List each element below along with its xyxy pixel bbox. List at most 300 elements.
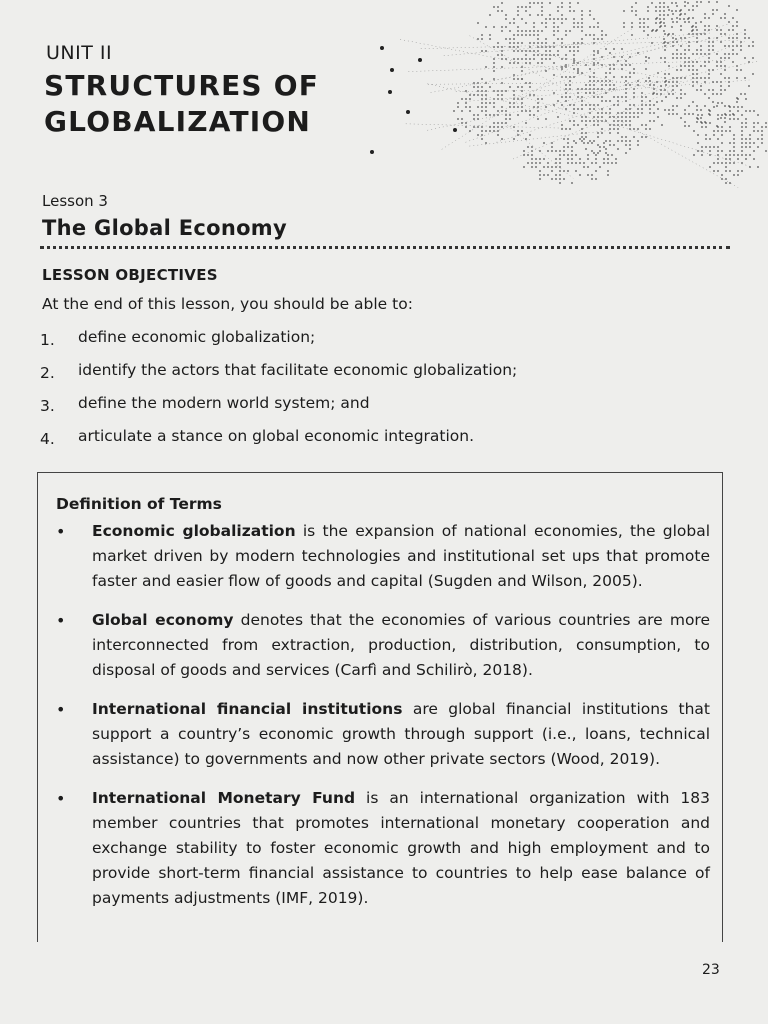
- map-dot: [513, 34, 515, 36]
- map-dot: [549, 18, 551, 20]
- definitions-heading: Definition of Terms: [56, 495, 222, 513]
- map-dot: [565, 18, 567, 20]
- map-dot: [477, 134, 479, 136]
- map-dot: [581, 128, 583, 130]
- map-dot: [529, 86, 531, 88]
- map-dot: [539, 170, 541, 172]
- map-dot: [680, 25, 682, 27]
- map-dot: [701, 126, 703, 128]
- map-dot: [663, 14, 665, 16]
- map-dot: [553, 54, 555, 56]
- map-dot: [517, 34, 519, 36]
- definition-item: [50, 786, 710, 911]
- map-dot: [527, 146, 529, 148]
- map-dot: [529, 46, 531, 48]
- map-dot: [505, 18, 507, 20]
- map-dot: [549, 54, 551, 56]
- map-dot: [597, 62, 599, 64]
- map-dot: [527, 154, 529, 156]
- map-dot: [705, 138, 707, 140]
- map-dot: [757, 146, 759, 148]
- map-dot: [583, 142, 585, 144]
- map-dot: [705, 122, 707, 124]
- map-dot: [601, 132, 603, 134]
- map-dot: [741, 146, 743, 148]
- map-dot: [704, 13, 706, 15]
- map-dot: [525, 110, 527, 112]
- map-dot: [649, 84, 651, 86]
- map-dot: [705, 126, 707, 128]
- map-dot: [589, 92, 591, 94]
- map-dot: [567, 162, 569, 164]
- map-dot: [569, 76, 571, 78]
- map-dot: [485, 142, 487, 144]
- map-dot: [535, 158, 537, 160]
- map-dot: [657, 108, 659, 110]
- map-dot: [513, 78, 515, 80]
- map-dot: [493, 130, 495, 132]
- map-dot: [557, 116, 559, 118]
- map-dot: [481, 90, 483, 92]
- map-dot: [752, 73, 754, 75]
- map-dot: [591, 142, 593, 144]
- map-dot: [653, 84, 655, 86]
- map-dot: [713, 170, 715, 172]
- map-dot: [684, 53, 686, 55]
- map-dot: [537, 54, 539, 56]
- map-dot: [752, 45, 754, 47]
- map-dot: [529, 62, 531, 64]
- map-dot: [725, 170, 727, 172]
- map-dot: [737, 98, 739, 100]
- map-dot: [477, 114, 479, 116]
- map-dot: [513, 90, 515, 92]
- map-dot: [729, 110, 731, 112]
- map-dot: [639, 26, 641, 28]
- map-dot: [676, 5, 678, 7]
- map-dot: [593, 116, 595, 118]
- map-dot-large: [390, 68, 394, 72]
- map-dot: [712, 9, 714, 11]
- map-dot: [733, 118, 735, 120]
- map-dot: [497, 90, 499, 92]
- map-dot: [553, 62, 555, 64]
- map-dot: [521, 90, 523, 92]
- map-dot: [501, 110, 503, 112]
- map-dot: [617, 148, 619, 150]
- map-dot: [465, 90, 467, 92]
- map-dot: [557, 38, 559, 40]
- map-dot: [605, 152, 607, 154]
- map-dot: [609, 140, 611, 142]
- map-dot: [724, 17, 726, 19]
- map-dot: [649, 108, 651, 110]
- map-dot: [597, 132, 599, 134]
- map-dot: [696, 53, 698, 55]
- map-dot: [549, 50, 551, 52]
- map-dot: [525, 54, 527, 56]
- map-dot: [736, 37, 738, 39]
- map-dot: [744, 93, 746, 95]
- definition-text: [92, 608, 710, 683]
- map-dot: [653, 120, 655, 122]
- map-dot: [672, 45, 674, 47]
- map-dot: [577, 26, 579, 28]
- map-dot: [753, 150, 755, 152]
- map-dot: [541, 98, 543, 100]
- map-dot: [501, 106, 503, 108]
- map-dot: [581, 38, 583, 40]
- map-dot: [672, 109, 674, 111]
- map-dot: [597, 80, 599, 82]
- map-dot: [521, 58, 523, 60]
- map-dot: [567, 142, 569, 144]
- map-dot: [525, 10, 527, 12]
- map-dot: [469, 110, 471, 112]
- map-dot: [716, 61, 718, 63]
- map-dot: [617, 116, 619, 118]
- map-dot: [589, 84, 591, 86]
- map-dot: [521, 78, 523, 80]
- map-dot: [721, 178, 723, 180]
- map-dot: [617, 140, 619, 142]
- map-dot: [579, 162, 581, 164]
- map-dot: [709, 110, 711, 112]
- map-dot: [672, 53, 674, 55]
- map-dot: [577, 42, 579, 44]
- map-dot: [593, 140, 595, 142]
- map-dot: [688, 125, 690, 127]
- map-dot: [605, 140, 607, 142]
- map-dot: [509, 62, 511, 64]
- map-dot: [593, 88, 595, 90]
- map-dot: [705, 134, 707, 136]
- map-dot: [597, 38, 599, 40]
- map-dot: [629, 84, 631, 86]
- map-dot: [545, 106, 547, 108]
- map-dot: [700, 21, 702, 23]
- map-dot: [541, 62, 543, 64]
- map-dot: [672, 21, 674, 23]
- map-dot: [625, 136, 627, 138]
- map-dot: [717, 146, 719, 148]
- map-dot: [595, 154, 597, 156]
- map-dot: [577, 88, 579, 90]
- map-dot: [585, 136, 587, 138]
- map-dot: [525, 82, 527, 84]
- map-dot: [521, 30, 523, 32]
- definition-text: [92, 786, 710, 911]
- map-dot: [655, 22, 657, 24]
- map-dot: [701, 114, 703, 116]
- map-dot: [692, 101, 694, 103]
- map-dot: [609, 132, 611, 134]
- map-dot: [720, 41, 722, 43]
- map-connection-line: [444, 33, 705, 56]
- map-dot: [551, 170, 553, 172]
- map-dot: [605, 92, 607, 94]
- map-dot: [717, 130, 719, 132]
- map-dot: [605, 100, 607, 102]
- map-dot: [716, 25, 718, 27]
- map-dot: [603, 158, 605, 160]
- map-dot: [623, 26, 625, 28]
- map-connection-line: [400, 39, 678, 93]
- map-dot: [732, 53, 734, 55]
- map-dot: [581, 140, 583, 142]
- map-dot: [609, 124, 611, 126]
- map-dot: [555, 150, 557, 152]
- map-dot: [745, 122, 747, 124]
- map-dot: [553, 34, 555, 36]
- map-dot: [565, 64, 567, 66]
- map-dot: [545, 46, 547, 48]
- map-dot: [729, 114, 731, 116]
- map-dot: [647, 26, 649, 28]
- map-dot: [457, 118, 459, 120]
- map-dot: [721, 174, 723, 176]
- map-dot: [725, 114, 727, 116]
- map-dot: [663, 30, 665, 32]
- map-dot: [625, 88, 627, 90]
- map-dot: [465, 102, 467, 104]
- map-dot: [465, 122, 467, 124]
- map-dot: [708, 77, 710, 79]
- map-dot: [625, 120, 627, 122]
- map-dot: [505, 90, 507, 92]
- map-dot: [729, 130, 731, 132]
- map-dot: [720, 73, 722, 75]
- map-dot: [485, 26, 487, 28]
- map-dot: [700, 77, 702, 79]
- map-dot: [617, 104, 619, 106]
- map-dot: [740, 41, 742, 43]
- map-dot: [637, 52, 639, 54]
- map-dot: [713, 130, 715, 132]
- map-dot: [684, 109, 686, 111]
- map-dot: [749, 110, 751, 112]
- map-dot: [489, 130, 491, 132]
- map-dot: [637, 140, 639, 142]
- map-dot: [737, 110, 739, 112]
- map-dot: [717, 126, 719, 128]
- map-dot: [517, 98, 519, 100]
- map-dot: [724, 89, 726, 91]
- map-dot: [565, 108, 567, 110]
- map-dot: [607, 170, 609, 172]
- map-dot: [724, 53, 726, 55]
- map-dot: [753, 110, 755, 112]
- map-dot: [529, 58, 531, 60]
- map-dot: [477, 86, 479, 88]
- map-dot: [712, 41, 714, 43]
- map-dot: [708, 61, 710, 63]
- map-dot: [696, 89, 698, 91]
- map-dot: [517, 86, 519, 88]
- definition-term: International Monetary Fund: [92, 789, 356, 807]
- map-dot: [481, 126, 483, 128]
- map-dot: [497, 42, 499, 44]
- map-dot: [589, 76, 591, 78]
- map-dot: [553, 26, 555, 28]
- map-dot: [575, 162, 577, 164]
- map-dot: [656, 93, 658, 95]
- map-dot: [497, 94, 499, 96]
- map-dot: [724, 65, 726, 67]
- map-dot: [672, 33, 674, 35]
- map-dot: [575, 154, 577, 156]
- map-dot: [617, 124, 619, 126]
- map-dot: [664, 73, 666, 75]
- map-dot: [651, 2, 653, 4]
- map-dot: [513, 98, 515, 100]
- map-dot-large: [380, 46, 384, 50]
- definition-body: denotes that the economies of various countries are more interconnected from extraction, production, distribution, consumption, to disposal of goods and services (Carfì and Schilirò, 2018).: [92, 611, 710, 679]
- map-dot: [497, 6, 499, 8]
- map-dot: [676, 81, 678, 83]
- map-dot: [609, 68, 611, 70]
- map-dot: [529, 6, 531, 8]
- map-dot: [505, 26, 507, 28]
- map-dot: [757, 114, 759, 116]
- map-dot: [593, 152, 595, 154]
- map-dot: [533, 34, 535, 36]
- map-dot: [664, 89, 666, 91]
- map-dot: [559, 154, 561, 156]
- map-dot: [537, 14, 539, 16]
- map-dot: [712, 69, 714, 71]
- map-dot: [529, 94, 531, 96]
- map-dot: [643, 22, 645, 24]
- map-dot: [659, 14, 661, 16]
- map-dot: [664, 57, 666, 59]
- map-dot: [728, 29, 730, 31]
- map-dot: [601, 64, 603, 66]
- map-dot: [745, 138, 747, 140]
- map-dot: [513, 74, 515, 76]
- map-dot: [676, 49, 678, 51]
- map-dot: [585, 148, 587, 150]
- map-dot: [684, 113, 686, 115]
- map-dot: [539, 158, 541, 160]
- map-dot: [609, 72, 611, 74]
- map-dot: [509, 114, 511, 116]
- map-dot: [593, 18, 595, 20]
- objectives-heading: LESSON OBJECTIVES: [42, 266, 218, 284]
- map-dot: [615, 162, 617, 164]
- map-dot: [543, 142, 545, 144]
- map-dot: [717, 138, 719, 140]
- map-dot: [493, 58, 495, 60]
- map-dot: [688, 49, 690, 51]
- map-dot: [501, 30, 503, 32]
- map-dot: [676, 105, 678, 107]
- map-dot: [485, 50, 487, 52]
- map-dot: [757, 166, 759, 168]
- map-dot: [501, 66, 503, 68]
- map-dot: [615, 158, 617, 160]
- map-dot: [581, 42, 583, 44]
- map-dot: [691, 26, 693, 28]
- map-dot: [729, 162, 731, 164]
- map-dot: [589, 108, 591, 110]
- map-dot: [671, 18, 673, 20]
- map-dot: [697, 134, 699, 136]
- map-dot: [589, 80, 591, 82]
- map-dot: [645, 80, 647, 82]
- bullet-icon: •: [56, 522, 66, 541]
- map-dot: [617, 128, 619, 130]
- map-dot: [461, 118, 463, 120]
- map-dot: [517, 130, 519, 132]
- map-dot: [720, 85, 722, 87]
- map-dot: [589, 10, 591, 12]
- map-dot: [551, 150, 553, 152]
- map-dot: [741, 138, 743, 140]
- map-dot: [489, 14, 491, 16]
- map-dot: [704, 53, 706, 55]
- map-dot: [549, 58, 551, 60]
- map-dot: [597, 104, 599, 106]
- world-map-dot-pattern: [360, 0, 768, 190]
- map-dot: [551, 178, 553, 180]
- map-dot: [571, 146, 573, 148]
- map-dot: [581, 136, 583, 138]
- map-dot: [497, 122, 499, 124]
- map-dot: [717, 102, 719, 104]
- map-dot: [547, 166, 549, 168]
- map-dot: [716, 105, 718, 107]
- map-dot: [489, 34, 491, 36]
- map-dot: [565, 66, 567, 68]
- map-dot: [708, 41, 710, 43]
- map-dot: [559, 158, 561, 160]
- map-dot: [659, 10, 661, 12]
- map-dot: [561, 18, 563, 20]
- map-dot: [692, 77, 694, 79]
- map-dot: [621, 64, 623, 66]
- map-dot: [716, 29, 718, 31]
- map-dot: [725, 130, 727, 132]
- map-dot: [553, 42, 555, 44]
- map-dot: [676, 21, 678, 23]
- map-dot: [663, 10, 665, 12]
- map-dot: [553, 46, 555, 48]
- map-dot: [629, 64, 631, 66]
- map-dot: [745, 98, 747, 100]
- unit-label: UNIT II: [46, 42, 113, 64]
- map-dot: [559, 162, 561, 164]
- map-dot: [757, 122, 759, 124]
- objective-number: 2.: [40, 364, 55, 382]
- map-dot: [525, 34, 527, 36]
- map-dot: [561, 124, 563, 126]
- map-dot: [461, 110, 463, 112]
- map-dot: [637, 144, 639, 146]
- map-dot: [709, 122, 711, 124]
- map-dot: [621, 136, 623, 138]
- definition-text: [92, 697, 710, 772]
- map-dot: [716, 53, 718, 55]
- map-dot: [599, 166, 601, 168]
- map-dot: [613, 48, 615, 50]
- map-dot: [744, 29, 746, 31]
- map-dot: [457, 106, 459, 108]
- map-dot: [533, 30, 535, 32]
- map-dot: [721, 162, 723, 164]
- map-dot: [721, 150, 723, 152]
- map-dot: [688, 113, 690, 115]
